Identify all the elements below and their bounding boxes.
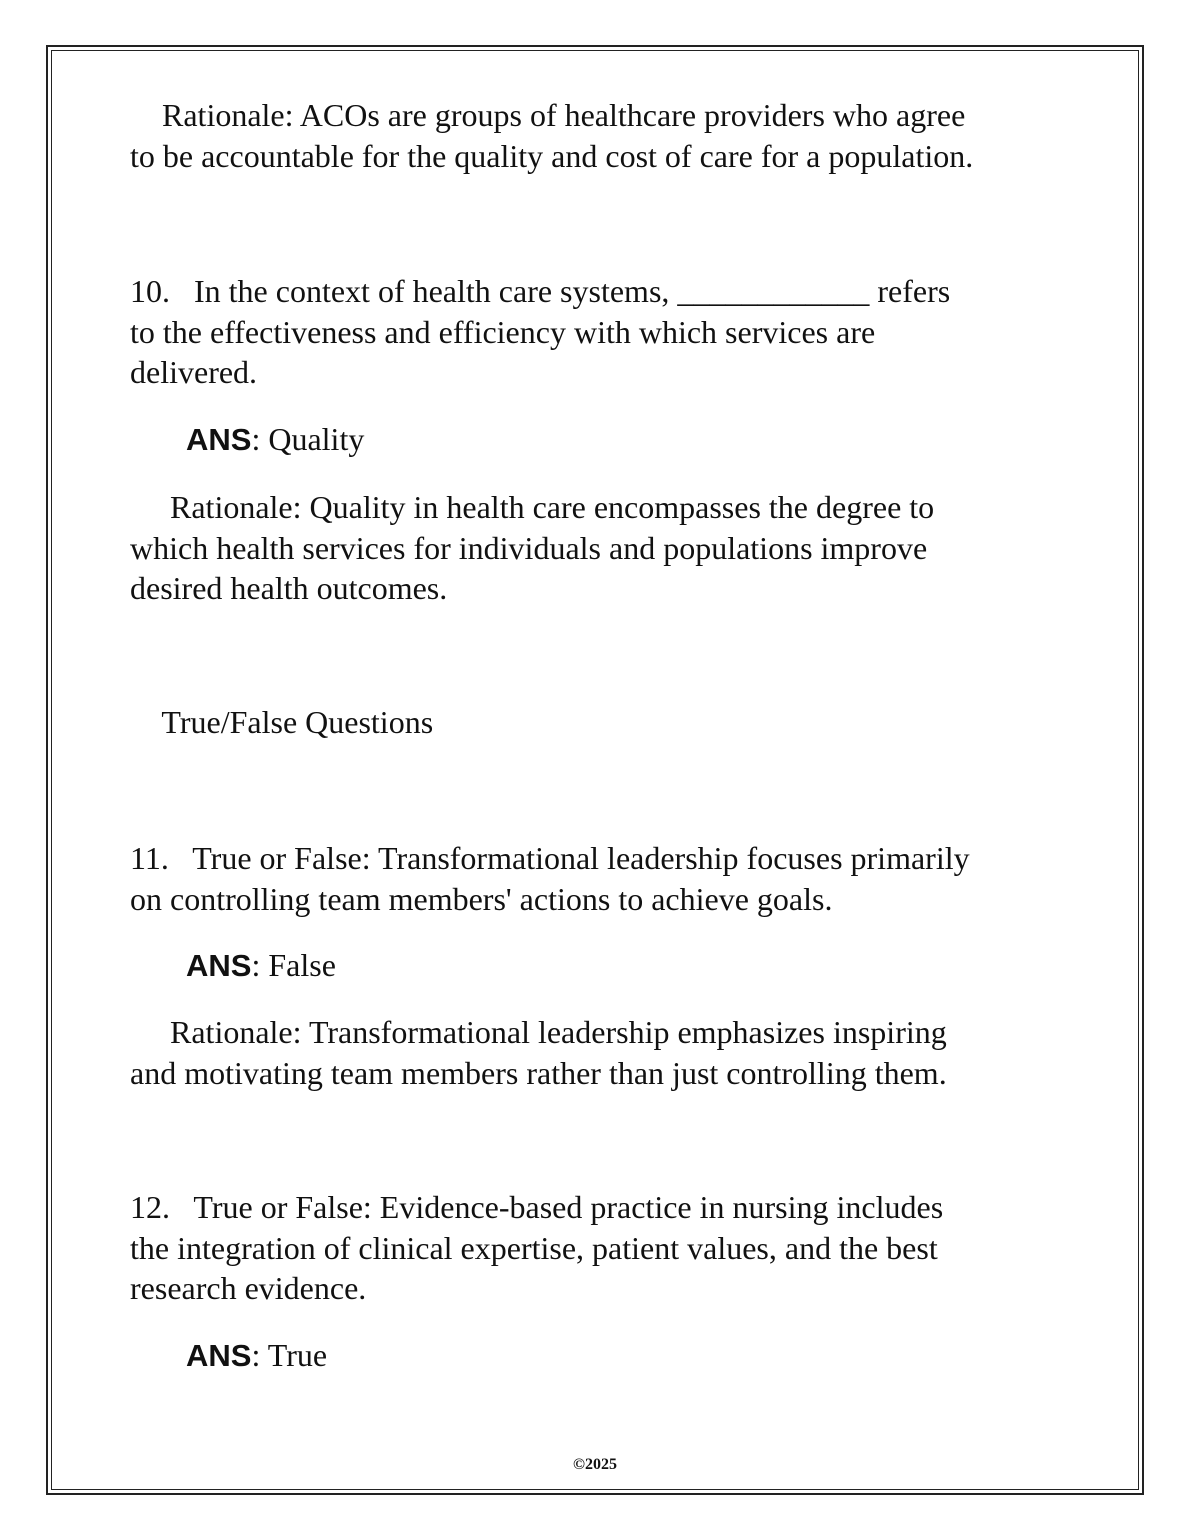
- answer-label: ANS: [186, 422, 252, 457]
- question-12: [130, 1187, 1070, 1309]
- rationale-9-line-2: to be accountable for the quality and cost of care for a population.: [130, 137, 974, 174]
- question-10-line-3: delivered.: [130, 354, 258, 390]
- answer-11: [186, 945, 336, 986]
- answer-10: [186, 419, 364, 460]
- question-12-line-1: 12. True or False: Evidence-based practice in nursing includes: [130, 1189, 944, 1225]
- answer-label: ANS: [186, 1338, 252, 1373]
- rationale-9: [130, 95, 1070, 176]
- rationale-11: [130, 1012, 1070, 1093]
- answer-12: [186, 1335, 327, 1376]
- question-11: [130, 838, 1070, 919]
- question-11-line-1: 11. True or False: Transformational leadership focuses primarily: [130, 840, 970, 876]
- question-10: [130, 271, 1070, 393]
- rationale-11-line-2: and motivating team members rather than just controlling them.: [130, 1054, 947, 1091]
- answer-value: : Quality: [251, 421, 365, 457]
- answer-value: : True: [251, 1337, 328, 1373]
- question-10-line-1: 10. In the context of health care systems, ____________ refers: [130, 273, 951, 309]
- answer-value: : False: [251, 947, 336, 983]
- question-12-line-2: the integration of clinical expertise, patient values, and the best: [130, 1229, 938, 1266]
- copyright-footer: ©2025: [573, 1456, 617, 1473]
- question-11-line-2: on controlling team members' actions to achieve goals.: [130, 880, 833, 917]
- rationale-9-line-1: Rationale: ACOs are groups of healthcare providers who agree: [130, 97, 966, 133]
- question-10-line-2: to the effectiveness and efficiency with which services are: [130, 313, 876, 350]
- rationale-10-line-2: which health services for individuals and populations improve: [130, 529, 928, 566]
- rationale-10: [130, 487, 1070, 609]
- rationale-10-line-3: desired health outcomes.: [130, 570, 448, 606]
- answer-label: ANS: [186, 948, 252, 983]
- question-12-line-3: research evidence.: [130, 1270, 367, 1306]
- rationale-11-line-1: Rationale: Transformational leadership emphasizes inspiring: [130, 1014, 947, 1050]
- section-heading: True/False Questions: [130, 704, 434, 740]
- rationale-10-line-1: Rationale: Quality in health care encompasses the degree to: [130, 489, 935, 525]
